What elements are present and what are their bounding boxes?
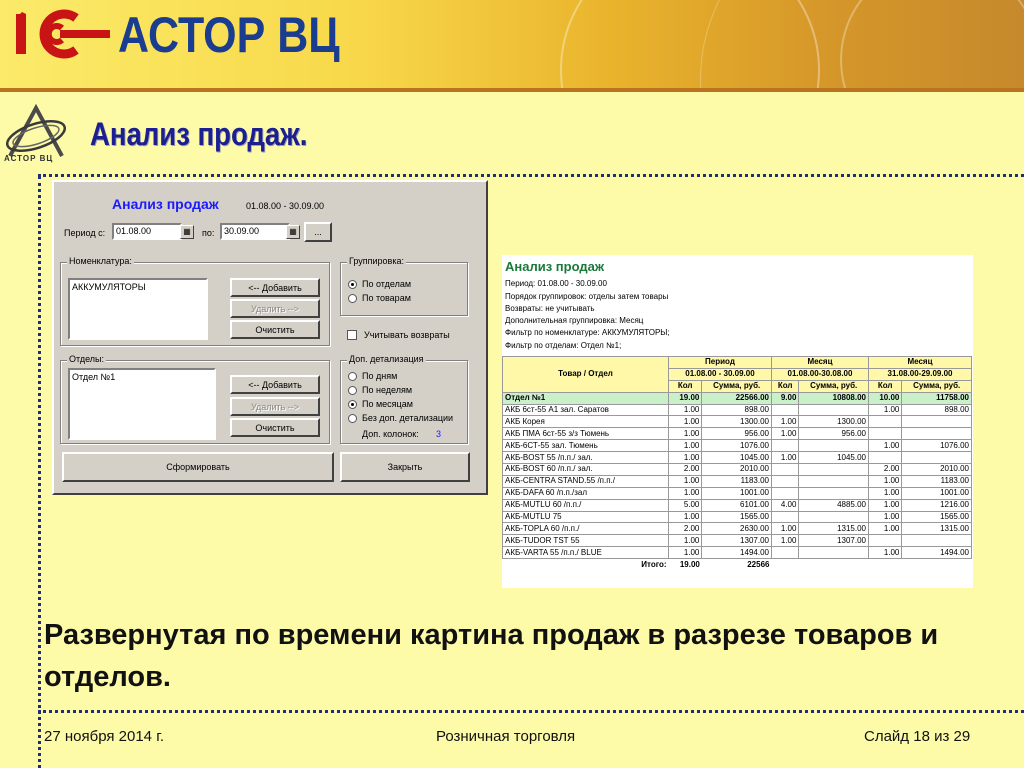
table-cell: 9.00 xyxy=(771,392,798,404)
table-cell: 1565.00 xyxy=(902,511,972,523)
period-to-field[interactable]: 30.09.00 xyxy=(220,223,290,240)
list-item[interactable]: АККУМУЛЯТОРЫ xyxy=(72,282,146,292)
row-label: АКБ-BOST 60 /п.п./ зал. xyxy=(503,464,669,476)
table-cell xyxy=(799,440,869,452)
table-row xyxy=(503,487,972,499)
table-header: Сумма, руб. xyxy=(902,380,972,392)
grouping-group xyxy=(340,256,468,316)
row-label: АКБ Корея xyxy=(503,416,669,428)
table-cell: 1216.00 xyxy=(902,499,972,511)
table-cell: 2.00 xyxy=(669,464,702,476)
table-cell xyxy=(869,535,902,547)
table-row xyxy=(503,404,972,416)
calendar-icon[interactable]: ▦ xyxy=(180,225,194,239)
table-cell xyxy=(869,416,902,428)
radio-by-weeks[interactable] xyxy=(348,386,357,395)
sales-analysis-dialog xyxy=(52,180,488,495)
table-cell: 1.00 xyxy=(869,487,902,499)
table-cell: 2010.00 xyxy=(902,464,972,476)
table-cell: 1001.00 xyxy=(702,487,772,499)
table-cell: 2.00 xyxy=(869,464,902,476)
total-row xyxy=(503,559,972,571)
period-from-label: Период с: xyxy=(64,228,106,238)
row-label: АКБ-CENTRA STAND.55 /п.п./ xyxy=(503,475,669,487)
table-cell: 1.00 xyxy=(771,416,798,428)
table-cell: 22566.00 xyxy=(702,392,772,404)
table-cell: 898.00 xyxy=(902,404,972,416)
row-label: АКБ-BOST 55 /п.п./ зал. xyxy=(503,452,669,464)
table-cell xyxy=(799,547,869,559)
table-header: Кол xyxy=(869,380,902,392)
radio-label: По неделям xyxy=(362,385,413,395)
table-header: 01.08.00 - 30.09.00 xyxy=(669,368,772,380)
radio-label: По товарам xyxy=(362,293,411,303)
period-to-label: по: xyxy=(202,228,215,238)
radio-no-detail[interactable] xyxy=(348,414,357,423)
table-cell: 1001.00 xyxy=(902,487,972,499)
table-cell: 1.00 xyxy=(771,428,798,440)
nomenclature-list[interactable] xyxy=(68,278,208,340)
empty-cell xyxy=(771,559,798,571)
radio-label: По месяцам xyxy=(362,399,413,409)
header-banner xyxy=(0,0,1024,92)
table-cell: 1.00 xyxy=(869,511,902,523)
dotted-divider xyxy=(38,174,1024,177)
table-cell: 1045.00 xyxy=(799,452,869,464)
table-row xyxy=(503,416,972,428)
table-header: Товар / Отдел xyxy=(503,357,669,393)
table-cell xyxy=(902,452,972,464)
table-row xyxy=(503,511,972,523)
row-label: АКБ 6ст-55 А1 зал. Саратов xyxy=(503,404,669,416)
dialog-title-period: 01.08.00 - 30.09.00 xyxy=(246,201,325,211)
table-cell: 1307.00 xyxy=(799,535,869,547)
grouping-group-label: Группировка: xyxy=(349,256,404,266)
table-cell: 1300.00 xyxy=(799,416,869,428)
extra-columns-value: 3 xyxy=(436,429,442,439)
table-cell xyxy=(902,428,972,440)
table-cell: 4885.00 xyxy=(799,499,869,511)
table-cell: 1.00 xyxy=(669,440,702,452)
table-cell: 11758.00 xyxy=(902,392,972,404)
table-cell: 1307.00 xyxy=(702,535,772,547)
table-cell: 4.00 xyxy=(771,499,798,511)
add-department-button[interactable]: <-- Добавить xyxy=(230,375,320,394)
table-cell: 1.00 xyxy=(771,523,798,535)
table-header: Месяц xyxy=(771,357,868,369)
close-button[interactable]: Закрыть xyxy=(340,452,470,482)
dotted-divider-vertical xyxy=(38,176,41,768)
total-label: Итого: xyxy=(641,559,667,569)
total-qty: 19.00 xyxy=(679,559,700,569)
department-row xyxy=(503,392,972,404)
table-row xyxy=(503,499,972,511)
table-cell: 1183.00 xyxy=(702,475,772,487)
report-line: Фильтр по отделам: Отдел №1; xyxy=(505,341,622,350)
footer-slide-number: Слайд 18 из 29 xyxy=(864,728,971,745)
table-row xyxy=(503,523,972,535)
returns-checkbox[interactable] xyxy=(347,330,357,340)
table-cell xyxy=(771,440,798,452)
nomenclature-group-label: Номенклатура: xyxy=(69,256,132,266)
empty-cell xyxy=(799,559,869,571)
table-cell xyxy=(771,464,798,476)
table-cell: 1.00 xyxy=(669,511,702,523)
detail-group-label: Доп. детализация xyxy=(349,354,424,364)
astor-logo-icon xyxy=(2,104,72,160)
add-nomenclature-button[interactable]: <-- Добавить xyxy=(230,278,320,297)
page-title: Анализ продаж. xyxy=(90,116,308,152)
footer-date: 27 ноября 2014 г. xyxy=(44,728,164,745)
table-cell: 1315.00 xyxy=(902,523,972,535)
decor-circle xyxy=(700,0,1024,92)
table-cell xyxy=(799,464,869,476)
row-label: АКБ-MUTLU 75 xyxy=(503,511,669,523)
report-line: Дополнительная группировка: Месяц xyxy=(505,316,644,325)
table-cell: 1.00 xyxy=(669,428,702,440)
table-cell: 2630.00 xyxy=(702,523,772,535)
table-cell: 10.00 xyxy=(869,392,902,404)
table-header: Сумма, руб. xyxy=(799,380,869,392)
table-cell: 1.00 xyxy=(669,487,702,499)
logo-1c-icon xyxy=(14,8,114,60)
empty-cell xyxy=(902,559,972,571)
table-header: Кол xyxy=(771,380,798,392)
departments-group-label: Отделы: xyxy=(69,354,105,364)
table-cell: 1300.00 xyxy=(702,416,772,428)
sales-report xyxy=(502,255,973,588)
radio-label: По отделам xyxy=(362,279,412,289)
list-item[interactable]: Отдел №1 xyxy=(72,372,116,382)
table-cell: 1.00 xyxy=(869,440,902,452)
side-logo-text: АСТОР ВЦ xyxy=(4,154,54,163)
empty-cell xyxy=(869,559,902,571)
table-cell: 1.00 xyxy=(869,499,902,511)
report-line: Порядок группировок: отделы затем товары xyxy=(505,292,669,301)
table-cell xyxy=(869,452,902,464)
table-row xyxy=(503,547,972,559)
row-label: АКБ-MUTLU 60 /п.п./ xyxy=(503,499,669,511)
table-cell xyxy=(902,416,972,428)
table-row xyxy=(503,464,972,476)
table-cell: 1494.00 xyxy=(702,547,772,559)
departments-list[interactable] xyxy=(68,368,216,440)
header-divider xyxy=(0,88,1024,92)
table-row xyxy=(503,475,972,487)
table-cell xyxy=(902,535,972,547)
radio-label: По дням xyxy=(362,371,398,381)
table-row xyxy=(503,535,972,547)
table-row xyxy=(503,440,972,452)
table-cell: 2010.00 xyxy=(702,464,772,476)
radio-by-departments[interactable] xyxy=(348,280,357,289)
returns-checkbox-label: Учитывать возвраты xyxy=(364,330,450,340)
table-cell xyxy=(799,475,869,487)
report-line: Период: 01.08.00 - 30.09.00 xyxy=(505,279,607,288)
row-label: АКБ-VARTA 55 /п.п./ BLUE xyxy=(503,547,669,559)
table-cell: 1.00 xyxy=(669,404,702,416)
radio-by-goods[interactable] xyxy=(348,294,357,303)
footer-center: Розничная торговля xyxy=(436,728,576,745)
table-cell: 1.00 xyxy=(771,535,798,547)
table-cell: 1.00 xyxy=(869,547,902,559)
row-label: АКБ-TUDOR TST 55 xyxy=(503,535,669,547)
table-header: Кол xyxy=(669,380,702,392)
generate-button[interactable]: Сформировать xyxy=(62,452,334,482)
table-row xyxy=(503,428,972,440)
brand-name: АСТОР ВЦ xyxy=(118,7,340,63)
table-cell: 1.00 xyxy=(869,404,902,416)
table-cell xyxy=(771,487,798,499)
row-label: АКБ-6СТ-55 зал. Тюмень xyxy=(503,440,669,452)
table-cell: 1494.00 xyxy=(902,547,972,559)
table-cell xyxy=(799,404,869,416)
table-cell: 1183.00 xyxy=(902,475,972,487)
table-cell: 898.00 xyxy=(702,404,772,416)
table-header: 01.08.00-30.08.00 xyxy=(771,368,868,380)
slide-caption: Развернутая по времени картина продаж в разрезе товаров и отделов. xyxy=(44,619,939,693)
calendar-icon[interactable]: ▦ xyxy=(286,225,300,239)
table-row xyxy=(503,452,972,464)
dialog-title: Анализ продаж xyxy=(112,196,219,212)
remove-department-button[interactable]: Удалить --> xyxy=(230,397,320,416)
row-label: АКБ-DAFA 60 /п.п./зал xyxy=(503,487,669,499)
table-cell xyxy=(771,475,798,487)
remove-nomenclature-button[interactable]: Удалить --> xyxy=(230,299,320,318)
radio-label: Без доп. детализации xyxy=(362,413,454,423)
table-cell: 1.00 xyxy=(869,475,902,487)
period-from-field[interactable]: 01.08.00 xyxy=(112,223,182,240)
report-line: Возвраты: не учитывать xyxy=(505,304,595,313)
table-cell: 10808.00 xyxy=(799,392,869,404)
table-cell: 1.00 xyxy=(869,523,902,535)
table-header: 31.08.00-29.09.00 xyxy=(869,368,972,380)
table-cell xyxy=(771,511,798,523)
table-cell: 1.00 xyxy=(669,416,702,428)
table-cell: 2.00 xyxy=(669,523,702,535)
table-cell xyxy=(771,404,798,416)
table-cell: 1.00 xyxy=(669,547,702,559)
table-header: Месяц xyxy=(869,357,972,369)
total-sum: 22566 xyxy=(747,559,770,569)
report-line: Фильтр по номенклатуре: АККУМУЛЯТОРЫ; xyxy=(505,328,670,337)
radio-by-months[interactable] xyxy=(348,400,357,409)
table-cell xyxy=(869,428,902,440)
report-table xyxy=(502,356,972,571)
row-label: АКБ-TOPLA 60 /п.п./ xyxy=(503,523,669,535)
report-title: Анализ продаж xyxy=(505,259,605,274)
table-header: Сумма, руб. xyxy=(702,380,772,392)
table-cell: 1.00 xyxy=(771,452,798,464)
table-cell: 956.00 xyxy=(799,428,869,440)
table-cell: 1076.00 xyxy=(902,440,972,452)
table-cell: 1565.00 xyxy=(702,511,772,523)
table-cell: 5.00 xyxy=(669,499,702,511)
row-label: АКБ ПМА 6ст-55 з/з Тюмень xyxy=(503,428,669,440)
extra-columns-label: Доп. колонок: xyxy=(362,429,419,439)
table-cell: 6101.00 xyxy=(702,499,772,511)
table-header: Период xyxy=(669,357,772,369)
period-select-button[interactable]: ... xyxy=(304,222,332,242)
row-label: Отдел №1 xyxy=(503,392,669,404)
table-cell: 1.00 xyxy=(669,452,702,464)
table-cell: 1.00 xyxy=(669,475,702,487)
table-cell: 956.00 xyxy=(702,428,772,440)
table-cell xyxy=(771,547,798,559)
table-cell: 1315.00 xyxy=(799,523,869,535)
table-cell: 1.00 xyxy=(669,535,702,547)
table-cell: 19.00 xyxy=(669,392,702,404)
report-table-body xyxy=(503,392,972,570)
dotted-divider-bottom xyxy=(38,710,1024,713)
table-cell: 1076.00 xyxy=(702,440,772,452)
radio-by-days[interactable] xyxy=(348,372,357,381)
clear-department-button[interactable]: Очистить xyxy=(230,418,320,437)
clear-nomenclature-button[interactable]: Очистить xyxy=(230,320,320,339)
table-cell xyxy=(799,487,869,499)
table-cell: 1045.00 xyxy=(702,452,772,464)
table-cell xyxy=(799,511,869,523)
